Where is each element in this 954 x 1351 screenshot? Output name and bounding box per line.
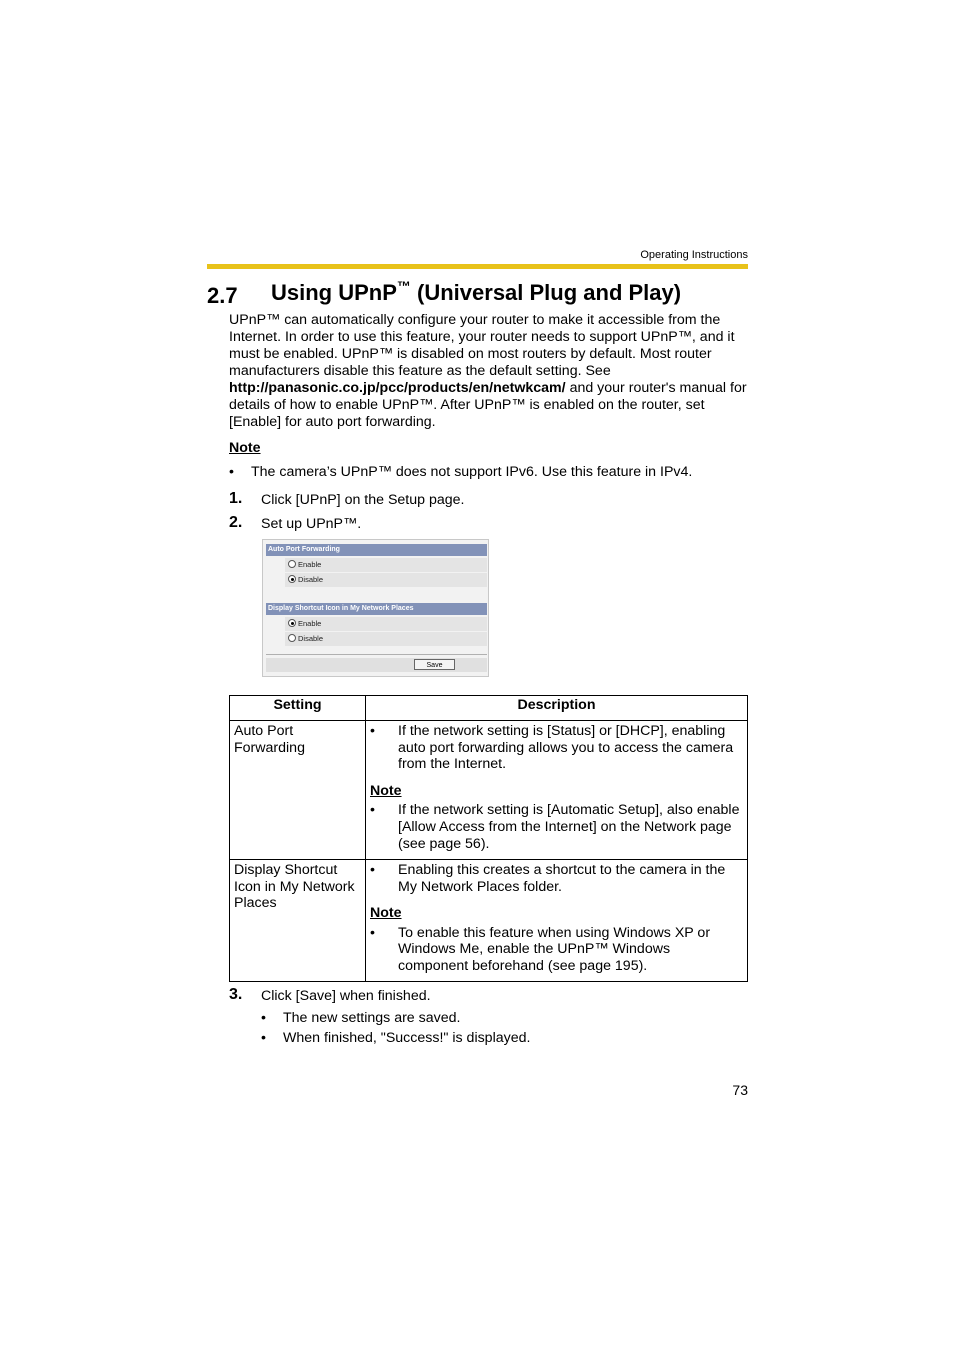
setting-cell: Auto Port Forwarding: [230, 721, 366, 860]
bullet-dot: •: [370, 924, 375, 941]
section-title-rest: (Universal Plug and Play): [410, 280, 682, 305]
description-cell: [366, 860, 748, 982]
description-text: If the network setting is [Status] or [DHCP], enabling auto port forwarding allows you to access the camera from the Internet.: [398, 723, 734, 773]
intro-text-2: and your router's manual for details of how to enable UPnP™. After UPnP™ is enabled on the router, set [Enable] for auto port forwarding.: [229, 380, 747, 430]
setting-cell: Display Shortcut Icon in My Network Places: [230, 860, 366, 982]
header-description: Description: [366, 696, 748, 721]
section-title: [271, 280, 681, 306]
note-label: Note: [229, 440, 261, 456]
table-row: [230, 860, 748, 982]
header-setting: Setting: [230, 696, 366, 721]
note-bullet: [370, 802, 743, 852]
document-title: Operating Instructions: [640, 249, 748, 261]
upnp-settings-screenshot: [262, 539, 489, 677]
section-number: 2.7: [207, 283, 238, 308]
trademark-symbol: ™: [396, 278, 411, 294]
display-shortcut-header: Display Shortcut Icon in My Network Places: [266, 603, 487, 615]
description-bullet: [370, 723, 743, 773]
table-row: [230, 721, 748, 860]
screenshot-footer: [266, 658, 487, 672]
description-cell: [366, 721, 748, 860]
ds-disable-label: Disable: [298, 634, 324, 643]
step-3-bullet-text: When finished, "Success!" is displayed.: [283, 1030, 531, 1046]
step-1-text: Click [UPnP] on the Setup page.: [261, 492, 465, 508]
step-3-bullet-text: The new settings are saved.: [283, 1010, 461, 1026]
step-2-number: 2.: [229, 514, 243, 531]
ds-enable-label: Enable: [298, 619, 322, 628]
divider: [266, 654, 487, 655]
ds-disable-option[interactable]: [285, 632, 487, 646]
support-url: http://panasonic.co.jp/pcc/products/en/netwkcam/: [229, 380, 566, 396]
radio-icon[interactable]: [288, 634, 296, 642]
step-2-text: Set up UPnP™.: [261, 516, 362, 532]
apf-disable-option[interactable]: [285, 573, 487, 587]
apf-enable-option[interactable]: [285, 558, 487, 572]
radio-selected-icon[interactable]: [288, 575, 296, 583]
note-bullet: [229, 464, 749, 481]
note-label: Note: [370, 782, 402, 799]
note-text: To enable this feature when using Windows XP or Windows Me, enable the UPnP™ Windows component beforehand (see page 195).: [398, 924, 711, 974]
settings-table: [229, 695, 748, 982]
bullet-dot: •: [370, 723, 375, 739]
note-text: If the network setting is [Automatic Setup], also enable [Allow Access from the Internet] on the Network page (see page 56).: [398, 802, 740, 852]
description-bullet: [370, 862, 743, 895]
apf-enable-label: Enable: [298, 560, 322, 569]
intro-text-1: UPnP™ can automatically configure your router to make it accessible from the Internet. In order to use this feature, your router needs to support UPnP™, and it must be enabled. UPnP™ is disabled on most routers by default. Most router manufacturers disable this feature as the default setting. See: [229, 312, 735, 379]
step-3-bullet: [261, 1030, 741, 1047]
step-1-number: 1.: [229, 490, 243, 507]
note-bullet: [370, 925, 743, 975]
note-bullet-text: The camera’s UPnP™ does not support IPv6. Use this feature in IPv4.: [251, 464, 693, 480]
bullet-dot: •: [261, 1030, 266, 1046]
bullet-dot: •: [370, 862, 375, 878]
description-text: Enabling this creates a shortcut to the camera in the My Network Places folder.: [398, 862, 726, 895]
ds-enable-option[interactable]: [285, 617, 487, 631]
header-rule: [207, 264, 748, 269]
save-button[interactable]: Save: [414, 659, 455, 670]
table-header-row: [230, 696, 748, 721]
radio-icon[interactable]: [288, 560, 296, 568]
auto-port-forwarding-header: Auto Port Forwarding: [266, 544, 487, 556]
note-label: Note: [370, 905, 402, 922]
bullet-dot: •: [370, 802, 375, 819]
page-number: 73: [732, 1082, 748, 1098]
step-3-text: Click [Save] when finished.: [261, 988, 431, 1004]
apf-disable-label: Disable: [298, 575, 324, 584]
step-3-bullet: [261, 1010, 741, 1027]
section-title-main: Using UPnP: [271, 280, 397, 305]
bullet-dot: •: [229, 464, 234, 480]
step-3-number: 3.: [229, 986, 243, 1003]
intro-paragraph: [229, 312, 749, 431]
bullet-dot: •: [261, 1010, 266, 1026]
radio-selected-icon[interactable]: [288, 619, 296, 627]
